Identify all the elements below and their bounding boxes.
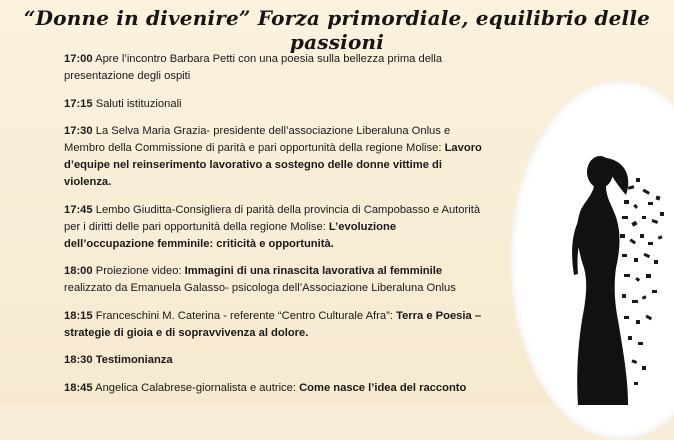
program-topic: Come nasce l’idea del racconto [299, 381, 467, 394]
event-title: “Donne in divenire” Forza primordiale, equilibrio delle passioni [23, 6, 651, 54]
program-text: La Selva Maria Grazia- presidente dell’associazione Liberaluna Onlus e Membro della Commissione di parità e pari opportunità della regione Molise: [64, 125, 451, 154]
program-time: 18:15 [64, 309, 93, 322]
program-item [64, 263, 484, 297]
program-topic: Terra e Poesia –strategie di gioia e di sopravvivenza al dolore. [64, 309, 482, 339]
program-topic: Immagini di una rinascita lavorativa al femminile [184, 265, 443, 277]
program-item [64, 202, 484, 253]
program-text: Apre l’incontro Barbara Petti con una poesia sulla bellezza prima della presentazione degli ospiti [64, 53, 443, 82]
program-text: Lembo Giuditta-Consigliera di parità della provincia di Campobasso e Autorità per i diritti delle pari opportunità della regione Molise: [64, 203, 481, 233]
program-time: 18:45 [64, 381, 93, 394]
program-text: Angelica Calabrese-giornalista e autrice: [92, 381, 300, 394]
program-time: 17:45 [64, 203, 93, 216]
program-time: 17:00 [64, 53, 93, 65]
program-time: 17:30 [64, 125, 93, 137]
program-time: 18:30 [64, 354, 93, 366]
woman-silhouette-icon [548, 150, 674, 405]
program-text: Saluti istituzionali [92, 97, 182, 110]
program-time: 18:00 [64, 265, 93, 277]
program-topic: Lavoro d’equipe nel reinserimento lavorativo a sostegno delle donne vittime di violenza. [64, 142, 482, 188]
program-item [64, 380, 484, 397]
program-item [64, 352, 484, 369]
program-topic: Testimonianza [95, 354, 173, 366]
program-text-after: realizzato da Emanuela Galasso- psicologa dell’Associazione Liberaluna Onlus [64, 282, 456, 294]
program-item [64, 51, 484, 85]
program-topic: L’evoluzione dell’occupazione femminile: criticità e opportunità. [64, 220, 397, 250]
program-item [64, 308, 484, 342]
program-item [64, 96, 484, 113]
program-time: 17:15 [64, 97, 93, 110]
program-item [64, 123, 484, 191]
program-list [64, 51, 484, 407]
program-text: Franceschini M. Caterina - referente “Centro Culturale Afra”: [92, 309, 397, 322]
program-text: Proiezione video: [92, 265, 185, 277]
